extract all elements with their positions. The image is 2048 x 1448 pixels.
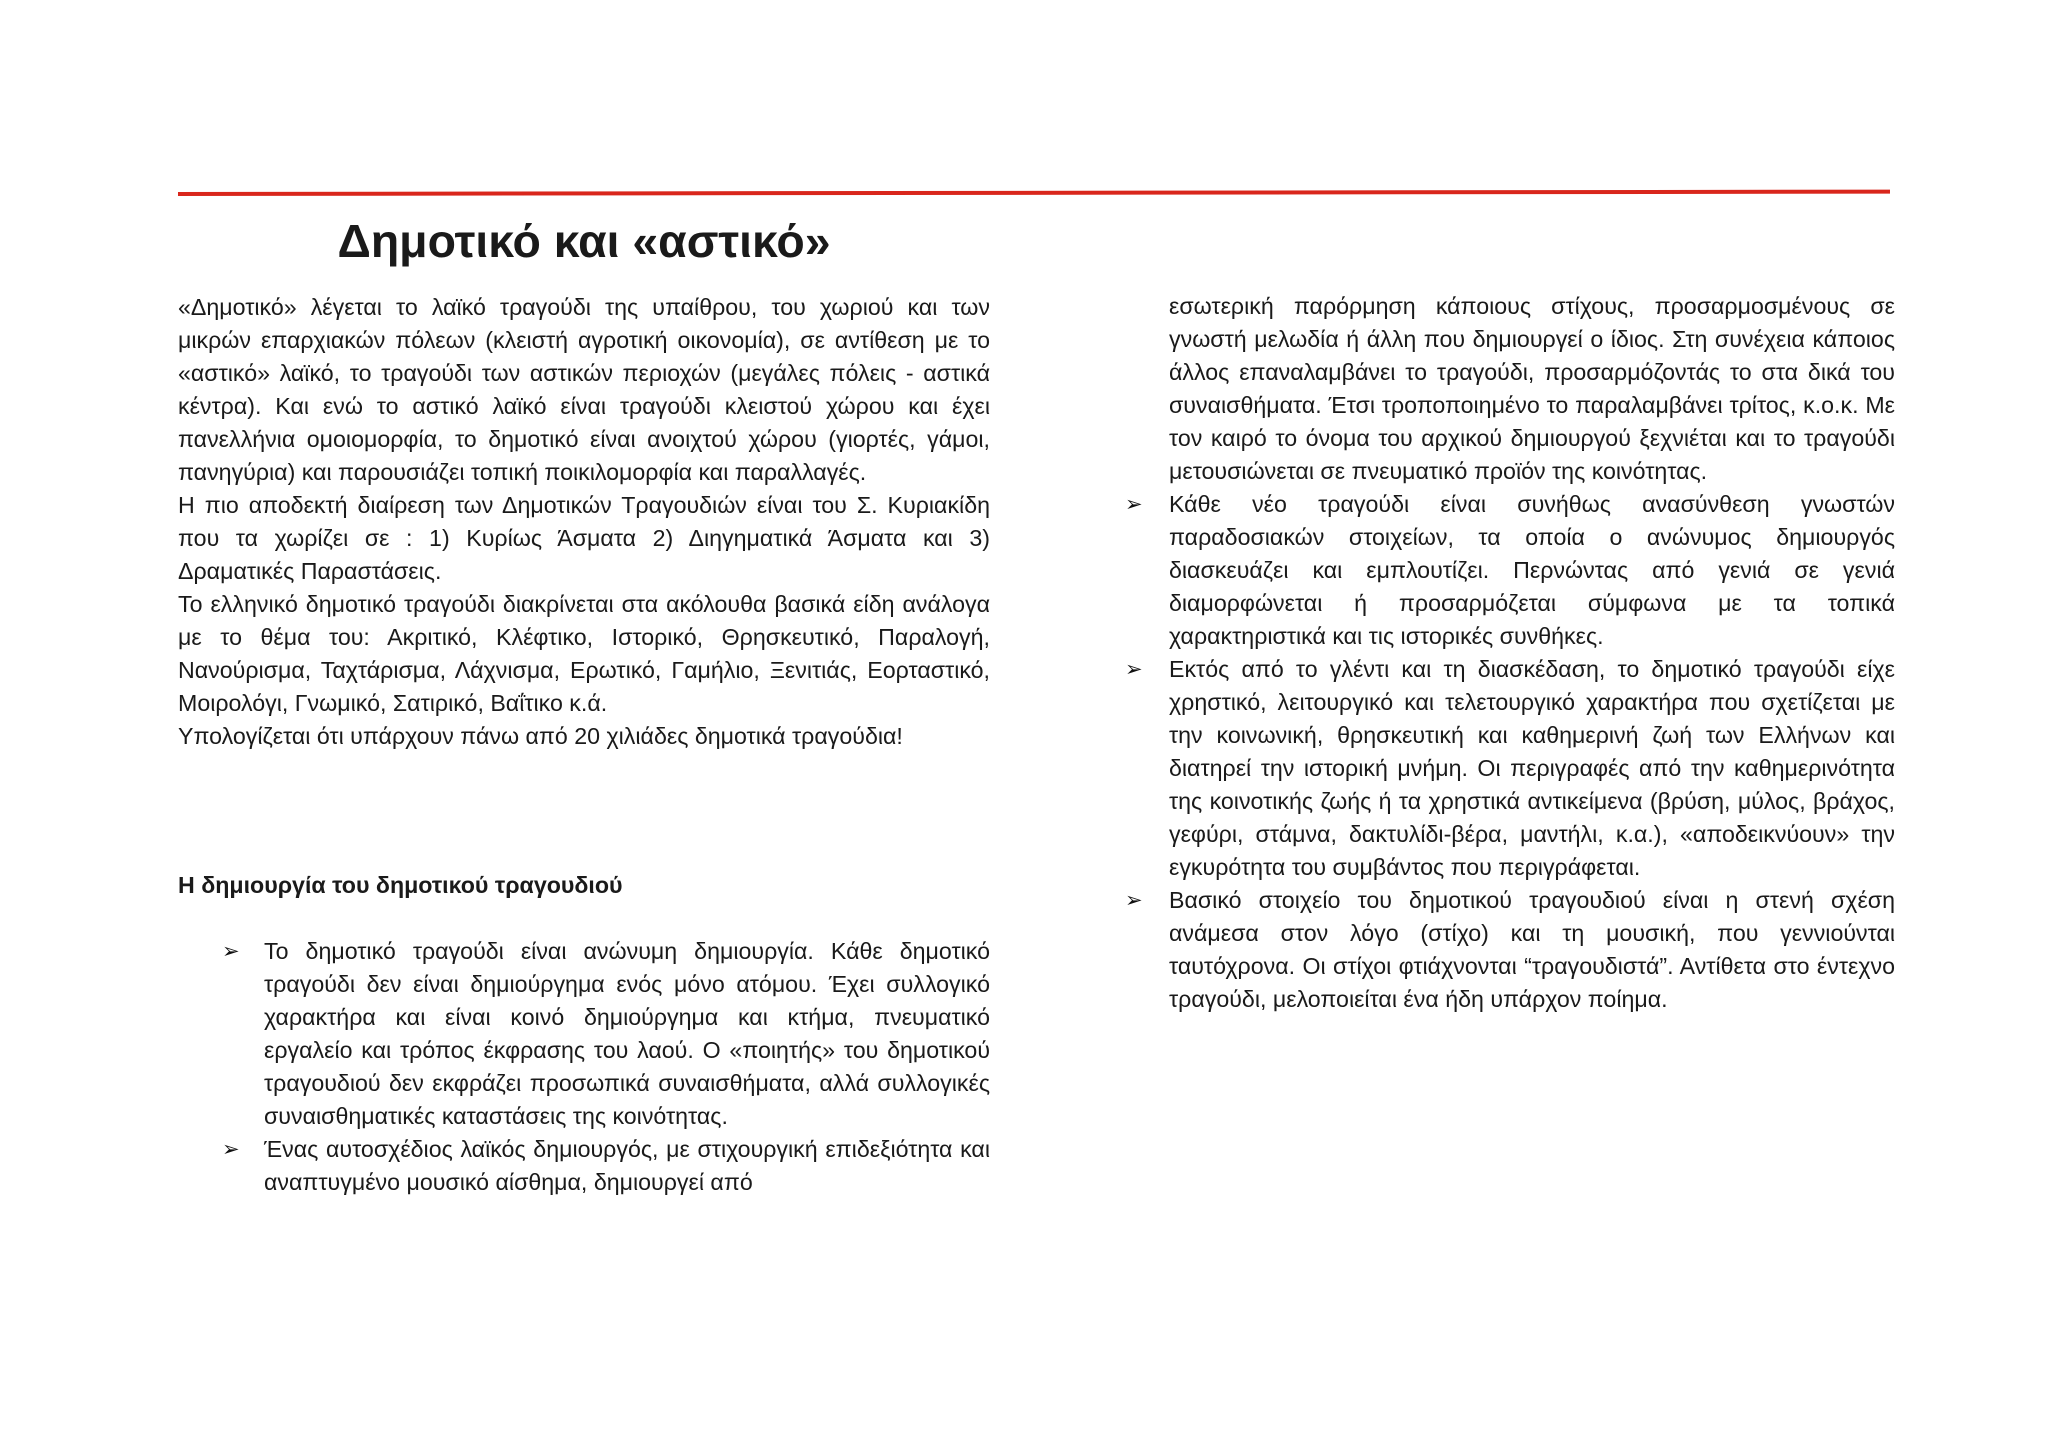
bullet-text: Ένας αυτοσχέδιος λαϊκός δημιουργός, με στιχουργική επιδεξιότητα και αναπτυγμένο μουσικό αίσθημα, δημιουργεί από [264, 1136, 990, 1195]
bullet-list-left [178, 935, 990, 1199]
bullet-list-right [1125, 488, 1895, 1016]
list-item [178, 935, 990, 1133]
header-red-rule [178, 190, 1890, 196]
bullet-continuation: εσωτερική παρόρμηση κάποιους στίχους, προσαρμοσμένους σε γνωστή μελωδία ή άλλη που δημιουργεί ο ίδιος. Στη συνέχεια κάποιος άλλος επαναλαμβάνει το τραγούδι, προσαρμόζοντάς το στα δικά του συναισθήματα. Έτσι τροποποιημένο το παραλαμβάνει τρίτος, κ.ο.κ. Με τον καιρό το όνομα του αρχικού δημιουργού ξεχνιέται και το τραγούδι μετουσιώνεται σε πνευματικό προϊόν της κοινότητας. [1169, 293, 1895, 484]
bullet-text: Εκτός από το γλέντι και τη διασκέδαση, το δημοτικό τραγούδι είχε χρηστικό, λειτουργικό και τελετουργικό χαρακτήρα που σχετίζεται με την κοινωνική, θρησκευτική και καθημερινή ζωή των Ελλήνων και διατηρεί την ιστορική μνήμη. Οι περιγραφές από την καθημερινότητα της κοινοτικής ζωής ή τα χρηστικά αντικείμενα (βρύση, μύλος, βράχος, γεφύρι, στάμνα, δακτυλίδι-βέρα, μαντήλι, κ.α.), «αποδεικνύουν» την εγκυρότητα του συμβάντος που περιγράφεται. [1169, 656, 1895, 880]
paragraph-genres: Το ελληνικό δημοτικό τραγούδι διακρίνεται στα ακόλουθα βασικά είδη ανάλογα με το θέμα του: Ακριτικό, Κλέφτικο, Ιστορικό, Θρησκευτικό, Παραλογή, Νανούρισμα, Ταχτάρισμα, Λάχνισμα, Ερωτικό, Γαμήλιο, Ξενιτιάς, Εορταστικό, Μοιρολόγι, Γνωμικό, Σατιρικό, Βαΐτικο κ.ά. [178, 591, 990, 716]
arrow-bullet-icon: ➢ [1125, 658, 1143, 681]
section-heading: Η δημιουργία του δημοτικού τραγουδιού [178, 872, 623, 898]
arrow-bullet-icon: ➢ [222, 940, 240, 963]
paragraph-count: Υπολογίζεται ότι υπάρχουν πάνω από 20 χιλιάδες δημοτικά τραγούδια! [178, 723, 903, 749]
arrow-bullet-icon: ➢ [222, 1138, 240, 1161]
list-item [1125, 884, 1895, 1016]
arrow-bullet-icon: ➢ [1125, 493, 1143, 516]
left-column [178, 215, 990, 1199]
bullet-text: Το δημοτικό τραγούδι είναι ανώνυμη δημιουργία. Κάθε δημοτικό τραγούδι δεν είναι δημιούργημα ενός μόνο ατόμου. Έχει συλλογικό χαρακτήρα και είναι κοινό δημιούργημα και κτήμα, πνευματικό εργαλείο και τρόπος έκφρασης του λαού. Ο «ποιητής» του δημοτικού τραγουδιού δεν εκφράζει προσωπικά συναισθήματα, αλλά συλλογικές συναισθηματικές καταστάσεις της κοινότητας. [264, 938, 990, 1129]
paragraph-division: Η πιο αποδεκτή διαίρεση των Δημοτικών Τραγουδιών είναι του Σ. Κυριακίδη που τα χωρίζει σε : 1) Κυρίως Άσματα 2) Διηγηματικά Άσματα και 3) Δραματικές Παραστάσεις. [178, 492, 990, 584]
page-title: Δημοτικό και «αστικό» [337, 215, 831, 267]
paragraph-definition: «Δημοτικό» λέγεται το λαϊκό τραγούδι της υπαίθρου, του χωριού και των μικρών επαρχιακών πόλεων (κλειστή αγροτική οικονομία), σε αντίθεση με το «αστικό» λαϊκό, το τραγούδι των αστικών περιοχών (μεγάλες πόλεις - αστικά κέντρα). Και ενώ το αστικό λαϊκό είναι τραγούδι κλειστού χώρου και έχει πανελλήνια ομοιομορφία, το δημοτικό είναι ανοιχτού χώρου (γιορτές, γάμοι, πανηγύρια) και παρουσιάζει τοπική ποικιλομορφία και παραλλαγές. [178, 294, 990, 485]
list-item [1125, 653, 1895, 884]
bullet-text: Βασικό στοιχείο του δημοτικού τραγουδιού είναι η στενή σχέση ανάμεσα στον λόγο (στίχο) και τη μουσική, που γεννιούνται ταυτόχρονα. Οι στίχοι φτιάχνονται “τραγουδιστά”. Αντίθετα στο έντεχνο τραγούδι, μελοποιείται ένα ήδη υπάρχον ποίημα. [1169, 887, 1895, 1012]
list-item [178, 1133, 990, 1199]
list-item [1125, 488, 1895, 653]
bullet-text: Κάθε νέο τραγούδι είναι συνήθως ανασύνθεση γνωστών παραδοσιακών στοιχείων, τα οποία ο ανώνυμος δημιουργός διασκευάζει και εμπλουτίζει. Περνώντας από γενιά σε γενιά διαμορφώνεται ή προσαρμόζεται σύμφωνα με τα τοπικά χαρακτηριστικά και τις ιστορικές συνθήκες. [1169, 491, 1895, 649]
arrow-bullet-icon: ➢ [1125, 889, 1143, 912]
right-column [1125, 290, 1895, 1016]
